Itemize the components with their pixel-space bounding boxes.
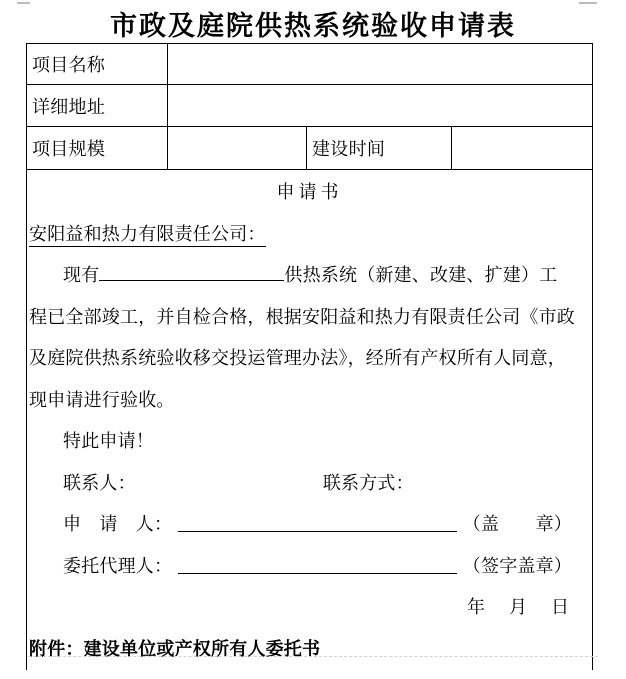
construction-time-value-cell[interactable] — [452, 127, 592, 169]
salutation-text: 安阳益和热力有限责任公司： — [29, 223, 266, 248]
project-scale-value-cell[interactable] — [168, 127, 307, 169]
agent-line — [63, 546, 572, 588]
system-name-blank[interactable] — [99, 261, 284, 281]
construction-time-label: 建设时间 — [307, 127, 452, 169]
application-body-cell — [26, 169, 593, 670]
project-name-value-cell[interactable] — [168, 44, 592, 85]
page-break-divider — [28, 656, 598, 657]
project-name-label: 项目名称 — [27, 44, 168, 85]
application-heading: 申请书 — [276, 182, 343, 202]
paragraph-line-2: 程已全部竣工，并自检合格，根据安阳益和热力有限责任公司《市政 — [29, 306, 575, 327]
project-scale-label: 项目规模 — [27, 127, 168, 169]
agent-label: 委托代理人： — [63, 555, 173, 576]
salutation-line — [29, 214, 590, 256]
paragraph-line-1 — [63, 255, 590, 297]
agent-stamp-label: （签字盖章） — [462, 555, 572, 576]
paragraph-prefix: 现有 — [63, 265, 100, 285]
applicant-line — [63, 504, 572, 546]
paragraph-after-blank: 供热系统（新建、改建、扩建）工 — [284, 265, 558, 285]
project-info-table — [26, 43, 593, 170]
attachment-line: 附件：建设单位或产权所有人委托书 — [29, 638, 321, 659]
address-value-cell[interactable] — [168, 85, 592, 127]
date-line: 年 月 日 — [467, 597, 572, 617]
applicant-signature-blank[interactable] — [178, 504, 457, 532]
page-title: 市政及庭院供热系统验收申请表 — [110, 11, 516, 41]
contact-method-label: 联系方式： — [322, 472, 414, 493]
agent-signature-blank[interactable] — [178, 546, 457, 574]
contact-label: 联系人： — [63, 472, 136, 493]
applicant-stamp-label: （盖 章） — [462, 514, 572, 534]
address-label: 详细地址 — [27, 85, 168, 127]
contact-line — [63, 463, 590, 505]
paragraph-line-4: 现申请进行验收。 — [29, 389, 175, 410]
paragraph-line-3: 及庭院供热系统验收移交投运管理办法》，经所有产权所有人同意， — [29, 348, 566, 368]
closing-line: 特此申请！ — [63, 431, 154, 451]
applicant-label: 申 请 人： — [63, 514, 173, 534]
